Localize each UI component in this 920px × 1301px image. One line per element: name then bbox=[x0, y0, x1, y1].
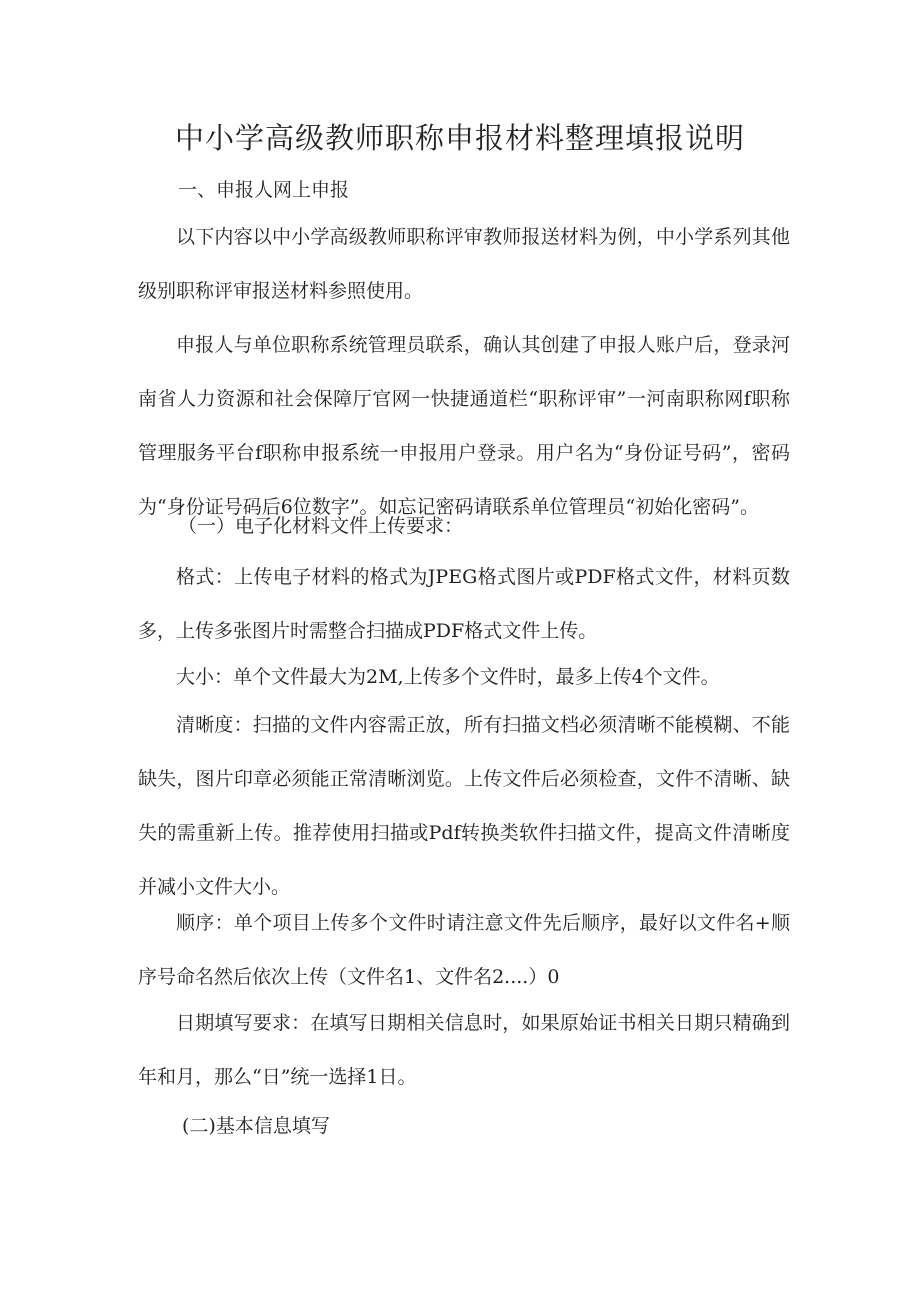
paragraph-format: 格式：上传电子材料的格式为JPEG格式图片或PDF格式文件，材料页数多，上传多张图片时需整合扫描成PDF格式文件上传。 bbox=[138, 566, 790, 642]
paragraph-clarity: 清晰度：扫描的文件内容需正放，所有扫描文档必须清晰不能模糊、不能缺失，图片印章必须能正常清晰浏览。上传文件后必须检查，文件不清晰、缺失的需重新上传。推荐使用扫描或Pdf转换类软件扫描文件，提高文件清晰度并减小文件大小。 bbox=[138, 714, 790, 898]
section-heading-online-application: 一、申报人网上申报 bbox=[178, 179, 350, 201]
paragraph-login-instructions: 申报人与单位职称系统管理员联系，确认其创建了申报人账户后，登录河南省人力资源和社会保障厅官网一快捷通道栏“职称评审”一河南职称网f职称管理服务平台f职称申报系统一申报用户登录。用户名为“身份证号码”，密码为“身份证号码后6位数字”。如忘记密码请联系单位管理员“初始化密码”。 bbox=[138, 334, 790, 518]
document-title: 中小学高级教师职称申报材料整理填报说明 bbox=[174, 121, 745, 155]
paragraph-size: 大小：单个文件最大为2M,上传多个文件时，最多上传4个文件。 bbox=[176, 666, 720, 688]
paragraph-intro: 以下内容以中小学高级教师职称评审教师报送材料为例，中小学系列其他级别职称评审报送材料参照使用。 bbox=[138, 226, 790, 302]
paragraph-date: 日期填写要求：在填写日期相关信息时，如果原始证书相关日期只精确到年和月，那么“日”统一选择1日。 bbox=[138, 1012, 790, 1088]
subsection-heading-basic-info: (二)基本信息填写 bbox=[182, 1115, 330, 1137]
paragraph-order: 顺序：单个项目上传多个文件时请注意文件先后顺序，最好以文件名+顺序号命名然后依次上传（文件名1、文件名2....）0 bbox=[138, 912, 790, 988]
subsection-heading-upload-requirements: （一）电子化材料文件上传要求： bbox=[178, 515, 464, 537]
